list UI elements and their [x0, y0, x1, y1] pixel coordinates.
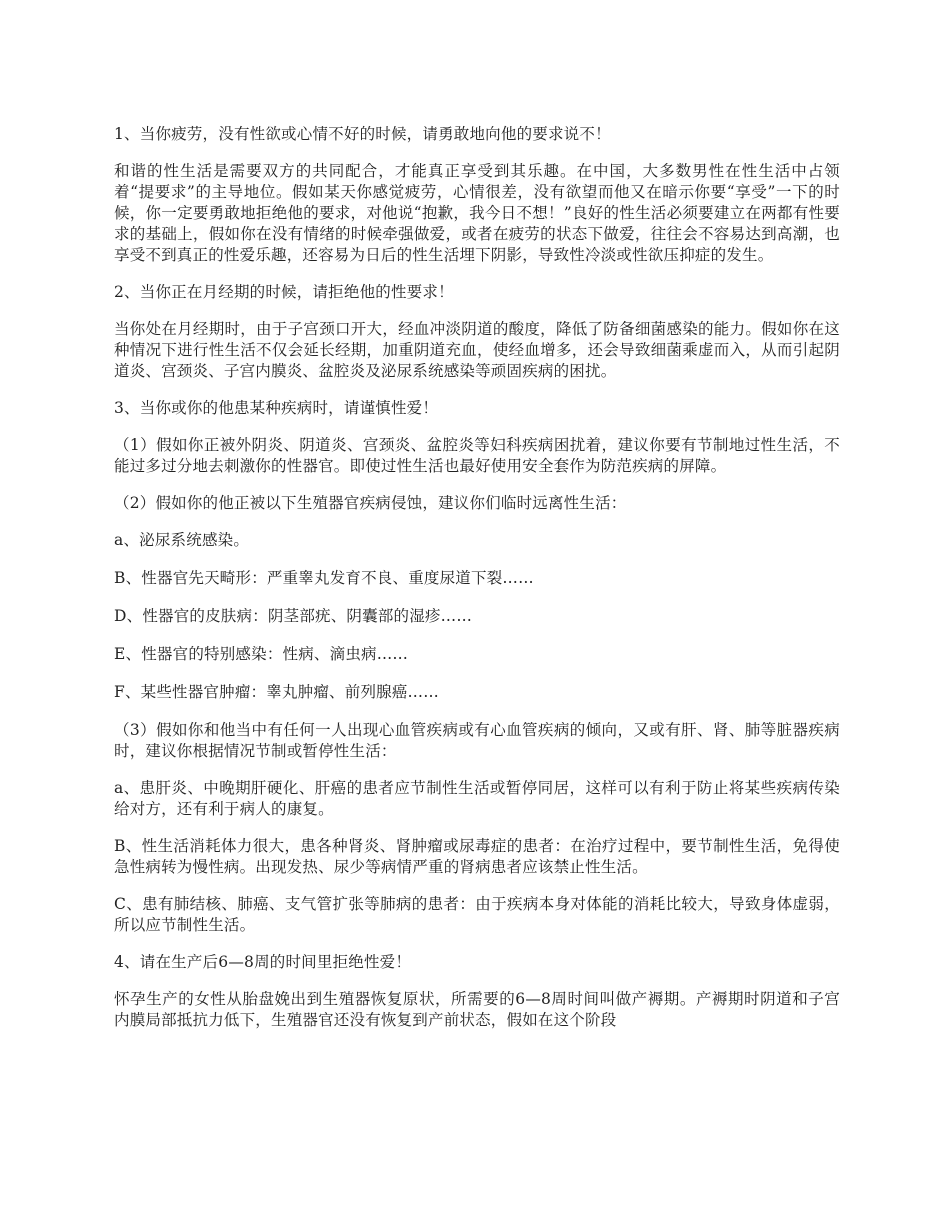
body-paragraph: （2）假如你的他正被以下生殖器官疾病侵蚀，建议你们临时远离性生活： — [114, 494, 627, 512]
list-item: F、某些性器官肿瘤：睾丸肿瘤、前列腺癌…… — [114, 683, 439, 701]
body-paragraph: C、患有肺结核、肺癌、支气管扩张等肺病的患者：由于疾病本身对体能的消耗比较大，导致身体虚弱，所以应节制性生活。 — [114, 895, 840, 934]
list-item: E、性器官的特别感染：性病、滴虫病…… — [114, 645, 409, 663]
section-heading-2: 2、当你正在月经期的时候，请拒绝他的性要求！ — [114, 283, 454, 301]
body-paragraph: 和谐的性生活是需要双方的共同配合，才能真正享受到其乐趣。在中国，大多数男性在性生活中占领着“提要求”的主导地位。假如某天你感觉疲劳，心情很差，没有欲望而他又在暗示你要“享受”一下的时候，你一定要勇敢地拒绝他的要求，对他说“抱歉，我今日不想！”良好的性生活必须要建立在两都有性要求的基础上，假如你在没有情绪的时候牵强做爱，或者在疲劳的状态下做爱，往往会不容易达到高潮，也享受不到真正的性爱乐趣，还容易为日后的性生活埋下阴影，导致性冷淡或性欲压抑症的发生。 — [114, 162, 840, 264]
list-item: B、性器官先天畸形：严重睾丸发育不良、重度尿道下裂…… — [114, 569, 534, 587]
body-paragraph: 怀孕生产的女性从胎盘娩出到生殖器恢复原状，所需要的6—8周时间叫做产褥期。产褥期时阴道和子宫内膜局部抵抗力低下，生殖器官还没有恢复到产前状态，假如在这个阶段 — [114, 990, 840, 1029]
list-item: D、性器官的皮肤病：阴茎部疣、阴囊部的湿疹…… — [114, 607, 473, 625]
body-paragraph: a、患肝炎、中晚期肝硬化、肝癌的患者应节制性生活或暂停同居，这样可以有利于防止将某些疾病传染给对方，还有利于病人的康复。 — [114, 779, 840, 818]
body-paragraph: （1）假如你正被外阴炎、阴道炎、宫颈炎、盆腔炎等妇科疾病困扰着，建议你要有节制地过性生活，不能过多过分地去刺激你的性器官。即使过性生活也最好使用安全套作为防范疾病的屏障。 — [114, 436, 840, 475]
document-page — [114, 124, 840, 1047]
section-heading-3: 3、当你或你的他患某种疾病时，请谨慎性爱！ — [114, 399, 439, 417]
body-paragraph: 当你处在月经期时，由于子宫颈口开大，经血冲淡阴道的酸度，降低了防备细菌感染的能力。假如你在这种情况下进行性生活不仅会延长经期，加重阴道充血，使经血增多，还会导致细菌乘虚而入，从而引起阴道炎、宫颈炎、子宫内膜炎、盆腔炎及泌尿系统感染等顽固疾病的困扰。 — [114, 320, 840, 380]
body-paragraph: B、性生活消耗体力很大，患各种肾炎、肾肿瘤或尿毒症的患者：在治疗过程中，要节制性生活，免得使急性病转为慢性病。出现发热、尿少等病情严重的肾病患者应该禁止性生活。 — [114, 837, 840, 876]
section-heading-1: 1、当你疲劳，没有性欲或心情不好的时候，请勇敢地向他的要求说不！ — [114, 125, 611, 143]
section-heading-4: 4、请在生产后6—8周的时间里拒绝性爱！ — [114, 953, 412, 971]
list-item: a、泌尿系统感染。 — [114, 531, 250, 549]
body-paragraph: （3）假如你和他当中有任何一人出现心血管疾病或有心血管疾病的倾向，又或有肝、肾、肺等脏器疾病时，建议你根据情况节制或暂停性生活： — [114, 721, 840, 760]
